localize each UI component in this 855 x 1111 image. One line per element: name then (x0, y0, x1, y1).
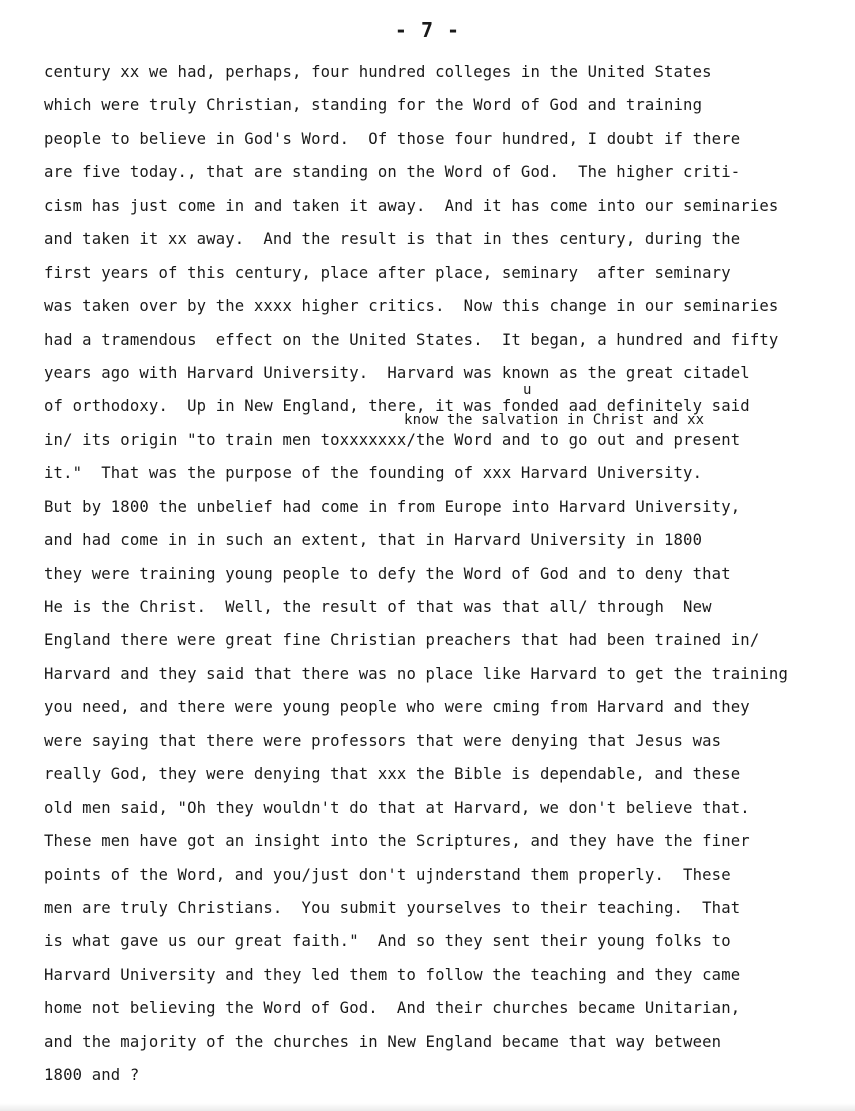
interlinear-insert-line: know the salvation in Christ and xx (404, 412, 705, 428)
text-line: old men said, "Oh they wouldn't do that at Harvard, we don't believe that. (44, 798, 750, 817)
text-line: and the majority of the churches in New England became that way between (44, 1032, 722, 1051)
text-line: century xx we had, perhaps, four hundred colleges in the United States (44, 63, 712, 81)
body-text (44, 56, 834, 1093)
text-line: Harvard and they said that there was no place like Harvard to get the training (44, 664, 788, 683)
text-line: were saying that there were professors that were denying that Jesus was (44, 731, 722, 750)
text-line: home not believing the Word of God. And their churches became Unitarian, (44, 999, 741, 1018)
text-line: in/ its origin "to train men toxxxxxxx/the Word and to go out and present (44, 430, 741, 449)
text-line: you need, and there were young people who were cming from Harvard and they (44, 698, 750, 717)
text-line: was taken over by the xxxx higher critics. Now this change in our seminaries (44, 297, 779, 316)
text-line: Harvard University and they led them to follow the teaching and they came (44, 965, 741, 984)
text-line: men are truly Christians. You submit yourselves to their teaching. That (44, 898, 741, 917)
text-line: These men have got an insight into the Scriptures, and they have the finer (44, 832, 750, 851)
text-line: had a tramendous effect on the United States. It began, a hundred and fifty (44, 330, 779, 349)
text-line: really God, they were denying that xxx the Bible is dependable, and these (44, 765, 741, 784)
text-line: 1800 and ? (44, 1066, 140, 1085)
page-bottom-edge (0, 1103, 855, 1111)
text-line: they were training young people to defy the Word of God and to deny that (44, 564, 731, 583)
text-line: But by 1800 the unbelief had come in from Europe into Harvard University, (44, 497, 741, 516)
text-line: He is the Christ. Well, the result of that was that all/ through New (44, 598, 712, 616)
text-line: and had come in in such an extent, that in Harvard University in 1800 (44, 531, 703, 550)
text-line: which were truly Christian, standing for the Word of God and training (44, 96, 703, 115)
text-line: and taken it xx away. And the result is that in thes century, during the (44, 230, 741, 249)
text-line: of orthodoxy. Up in New England, there, it was fonded aad definitely said (44, 397, 750, 416)
interlinear-u-insert: u (523, 382, 532, 398)
text-line: it." That was the purpose of the founding of xxx Harvard University. (44, 464, 703, 483)
text-line: years ago with Harvard University. Harvard was known as the great citadel (44, 363, 750, 382)
text-line: is what gave us our great faith." And so they sent their young folks to (44, 932, 731, 951)
page-number: - 7 - (394, 18, 461, 42)
text-line: England there were great fine Christian preachers that had been trained in/ (44, 631, 760, 650)
text-line: are five today., that are standing on the Word of God. The higher criti- (44, 163, 741, 182)
text-line: people to believe in God's Word. Of those four hundred, I doubt if there (44, 129, 741, 148)
text-line: first years of this century, place after place, seminary after seminary (44, 263, 731, 282)
text-line: cism has just come in and taken it away. And it has come into our seminaries (44, 196, 779, 215)
text-line: points of the Word, and you/just don't ujnderstand them properly. These (44, 865, 731, 884)
